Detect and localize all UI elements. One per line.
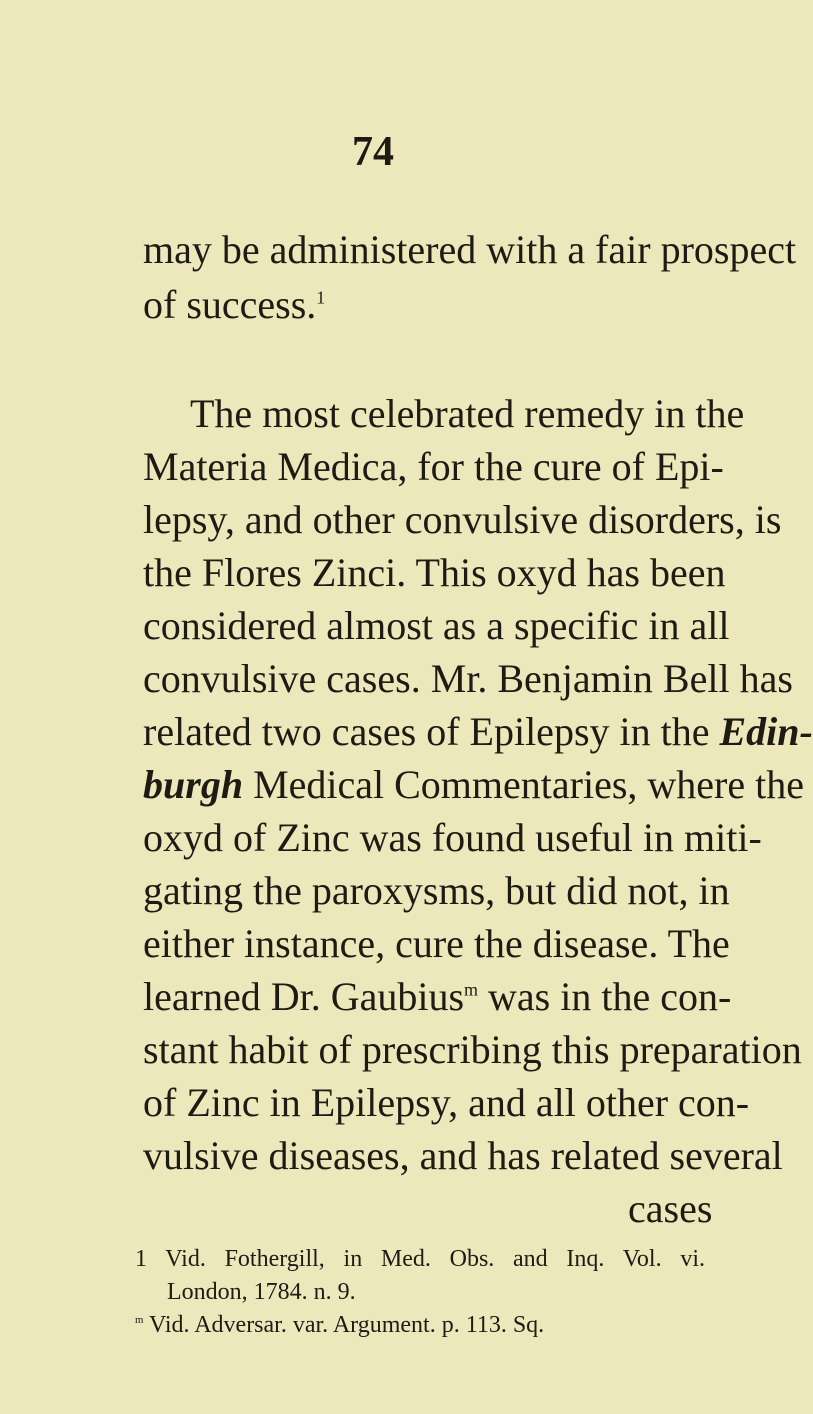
- text-line: of Zinc in Epilepsy, and all other con-: [143, 1080, 750, 1125]
- catchword: cases: [628, 1186, 713, 1231]
- text-line: learned Dr. Gaubius$^m$ was in the con-: [143, 974, 732, 1019]
- text-line: stant habit of prescribing this preparation: [143, 1027, 802, 1072]
- text-line: vulsive diseases, and has related several: [143, 1133, 783, 1178]
- text-line: considered almost as a specific in all: [143, 603, 730, 648]
- italic-text: burgh: [143, 762, 244, 807]
- text-line: either instance, cure the disease. The: [143, 921, 730, 966]
- text-line: the Flores Zinci. This oxyd has been: [143, 550, 726, 595]
- footnote-mark: m: [135, 1314, 144, 1326]
- footnote-reference: m: [464, 979, 479, 1000]
- italic-text: Edin-: [719, 709, 813, 754]
- text-line: may be administered with a fair prospect: [143, 227, 797, 272]
- text-line: Materia Medica, for the cure of Epi-: [143, 444, 724, 489]
- text-line: of success.$^1$: [143, 282, 326, 327]
- text-line: lepsy, and other convulsive disorders, is: [143, 497, 782, 542]
- text-line: oxyd of Zinc was found useful in miti-: [143, 815, 762, 860]
- text-line: convulsive cases. Mr. Benjamin Bell has: [143, 656, 793, 701]
- text-line: burgh Medical Commentaries, where the: [143, 762, 804, 807]
- footnote-line: 1 Vid. Fothergill, in Med. Obs. and Inq. Vol. vi.: [135, 1246, 705, 1272]
- text-line: The most celebrated remedy in the: [190, 391, 745, 436]
- footnote-line: $^m$ Vid. Adversar. var. Argument. p. 113. Sq.: [135, 1312, 545, 1338]
- page-number: 74: [352, 129, 394, 175]
- footnote-line: London, 1784. n. 9.: [167, 1279, 356, 1305]
- text-line: gating the paroxysms, but did not, in: [143, 868, 730, 913]
- text-line: related two cases of Epilepsy in the Edin-: [143, 709, 813, 754]
- footnote-reference: 1: [316, 287, 326, 308]
